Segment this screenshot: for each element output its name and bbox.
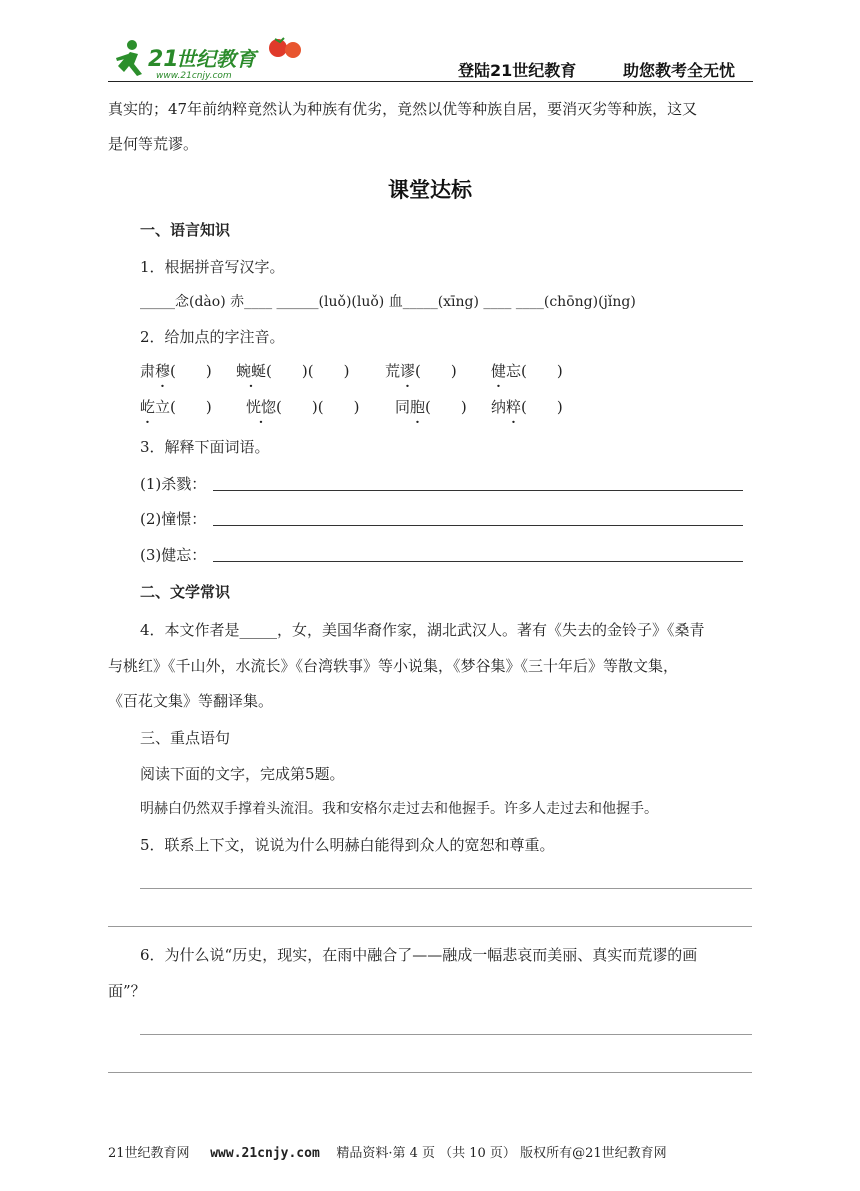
answer-line[interactable] <box>213 525 743 526</box>
q2-item: 纳粹( ) <box>491 398 563 416</box>
q4-line-1: 4．本文作者是_____，女，美国华裔作家，湖北武汉人。著有《失去的金铃子》《桑青 <box>140 621 705 639</box>
intro-line-2: 是何等荒谬。 <box>108 135 199 153</box>
svg-text:www.21cnjy.com: www.21cnjy.com <box>156 71 232 80</box>
reading-passage: 明赫白仍然双手撑着头流泪。我和安格尔走过去和他握手。许多人走过去和他握手。 <box>140 801 658 817</box>
svg-text:世纪教育: 世纪教育 <box>176 47 256 71</box>
q6-line-2: 面”？ <box>108 982 146 1000</box>
q5-text: 5．联系上下文，说说为什么明赫白能得到众人的宽恕和尊重。 <box>140 836 555 854</box>
slogan-tagline: 助您教考全无忧 <box>623 61 736 80</box>
header-divider <box>108 81 753 82</box>
q2-item: 恍惚( )( ) <box>246 398 360 416</box>
q1-text: 1．根据拼音写汉字。 <box>140 258 285 276</box>
q2-text: 2．给加点的字注音。 <box>140 328 285 346</box>
footer-page-info: 精品资料·第 4 页 （共 10 页） 版权所有@21世纪教育网 <box>336 1146 667 1161</box>
q4-line-2: 与桃红》《千山外，水流长》《台湾轶事》等小说集，《梦谷集》《三十年后》等散文集， <box>108 657 679 675</box>
q2-item: 蜿蜒( )( ) <box>236 362 350 380</box>
q2-item: 同胞( ) <box>395 398 467 416</box>
part3-heading: 三、重点语句 <box>140 729 231 747</box>
footer-site-url[interactable]: www.21cnjy.com <box>210 1146 320 1161</box>
q3-item-label: (1)杀戮： <box>140 475 207 493</box>
slogan-login: 登陆21世纪教育 <box>458 61 577 80</box>
q6-line-1: 6．为什么说“历史，现实，在雨中融合了——融成一幅悲哀而美丽、真实而荒谬的画 <box>140 946 698 964</box>
part1-heading: 一、语言知识 <box>140 221 231 239</box>
intro-line-1: 真实的；47年前纳粹竟然认为种族有优劣，竟然以优等种族自居，要消灭劣等种族，这又 <box>108 100 698 118</box>
q3-text: 3．解释下面词语。 <box>140 438 270 456</box>
part2-heading: 二、文学常识 <box>140 583 231 601</box>
page-footer <box>108 1142 667 1161</box>
svg-text:21: 21 <box>148 47 179 72</box>
answer-line[interactable] <box>140 1034 752 1035</box>
answer-line[interactable] <box>108 926 752 927</box>
answer-line[interactable] <box>108 1072 752 1073</box>
reading-instruction: 阅读下面的文字，完成第5题。 <box>140 765 345 783</box>
q1-fill-line: _____念(dào) 赤____ ______(luǒ)(luǒ) 血_____(xīng) ____ ____(chōng)(jǐng) <box>140 294 636 310</box>
answer-line[interactable] <box>213 490 743 491</box>
q3-item-label: (3)健忘： <box>140 546 207 564</box>
q2-item: 肃穆( ) <box>140 362 212 380</box>
answer-line[interactable] <box>140 888 752 889</box>
answer-line[interactable] <box>213 561 743 562</box>
q4-line-3: 《百花文集》等翻译集。 <box>108 692 274 710</box>
page-header <box>0 0 860 90</box>
section-title: 课堂达标 <box>388 178 472 202</box>
q2-item: 荒谬( ) <box>385 362 457 380</box>
q2-item: 健忘( ) <box>491 362 563 380</box>
q2-item: 屹立( ) <box>140 398 212 416</box>
footer-site-name: 21世纪教育网 <box>108 1146 190 1161</box>
site-logo <box>112 36 312 80</box>
q3-item-label: (2)憧憬： <box>140 510 207 528</box>
